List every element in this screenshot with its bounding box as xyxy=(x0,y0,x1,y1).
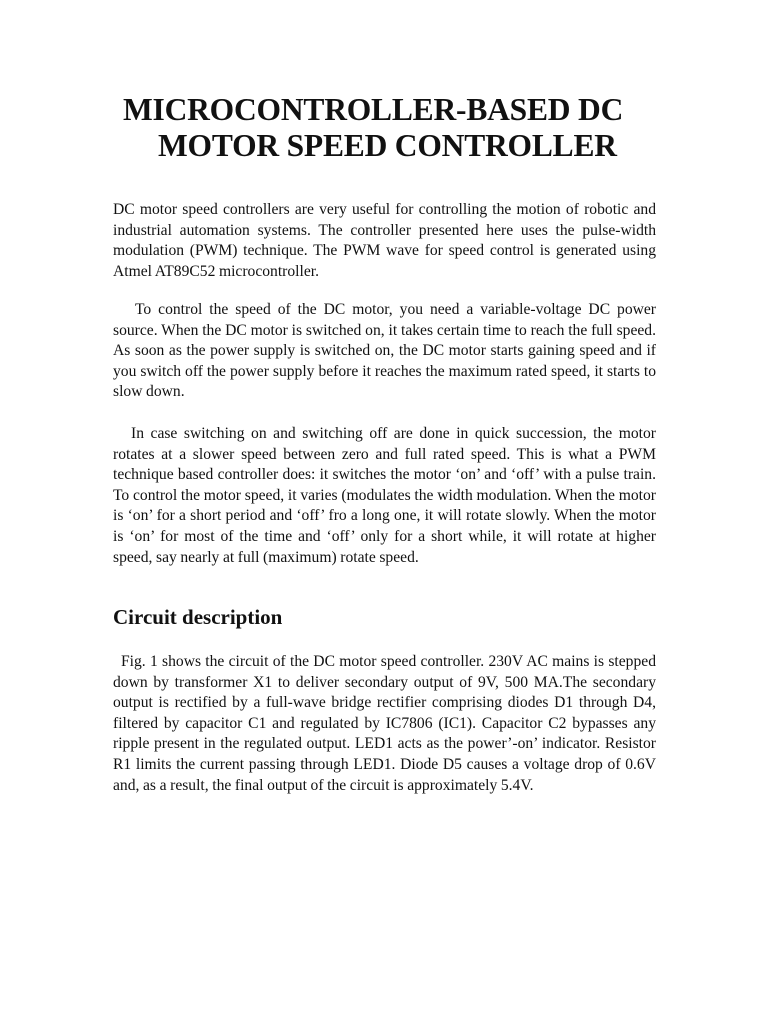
paragraph-intro: DC motor speed controllers are very useful for controlling the motion of robotic and industrial automation systems. The controller presented here uses the pulse-width modulation (PWM) technique. The PWM wave for speed control is generated using Atmel AT89C52 microcontroller. xyxy=(113,201,656,280)
paragraph-pwm-technique: In case switching on and switching off are done in quick succession, the motor rotates at a slower speed between zero and full rated speed. This is what a PWM technique based controller does: it switches the motor ‘on’ and ‘off’ with a pulse train. To control the motor speed, it varies (modulates the width modulation. When the motor is ‘on’ for a short period and ‘off’ fro a long one, it will rotate slowly. When the motor is ‘on’ for most of the time and ‘off’ only for a short while, it will rotate at higher speed, say nearly at full (maximum) rotate speed. xyxy=(113,425,656,566)
document-title xyxy=(100,92,668,164)
paragraph-speed-control: To control the speed of the DC motor, you need a variable-voltage DC power source. When the DC motor is switched on, it takes certain time to reach the full speed. As soon as the power supply is switched on, the DC motor starts gaining speed and if you switch off the power supply before it reaches the maximum rated speed, it starts to slow down. xyxy=(113,301,656,401)
paragraph-circuit-description: Fig. 1 shows the circuit of the DC motor speed controller. 230V AC mains is stepped down by transformer X1 to deliver secondary output of 9V, 500 MA.The secondary output is rectified by a full-wave bridge rectifier comprising diodes D1 through D4, filtered by capacitor C1 and regulated by IC7806 (IC1). Capacitor C2 bypasses any ripple present in the regulated output. LED1 acts as the power’-on’ indicator. Resistor R1 limits the current passing through LED1. Diode D5 causes a voltage drop of 0.6V and, as a result, the final output of the circuit is approximately 5.4V. xyxy=(113,653,656,794)
title-line-2: MOTOR SPEED CONTROLLER xyxy=(158,128,617,163)
title-line-1: MICROCONTROLLER-BASED DC xyxy=(123,92,624,127)
section-heading-circuit-description: Circuit description xyxy=(113,605,283,629)
